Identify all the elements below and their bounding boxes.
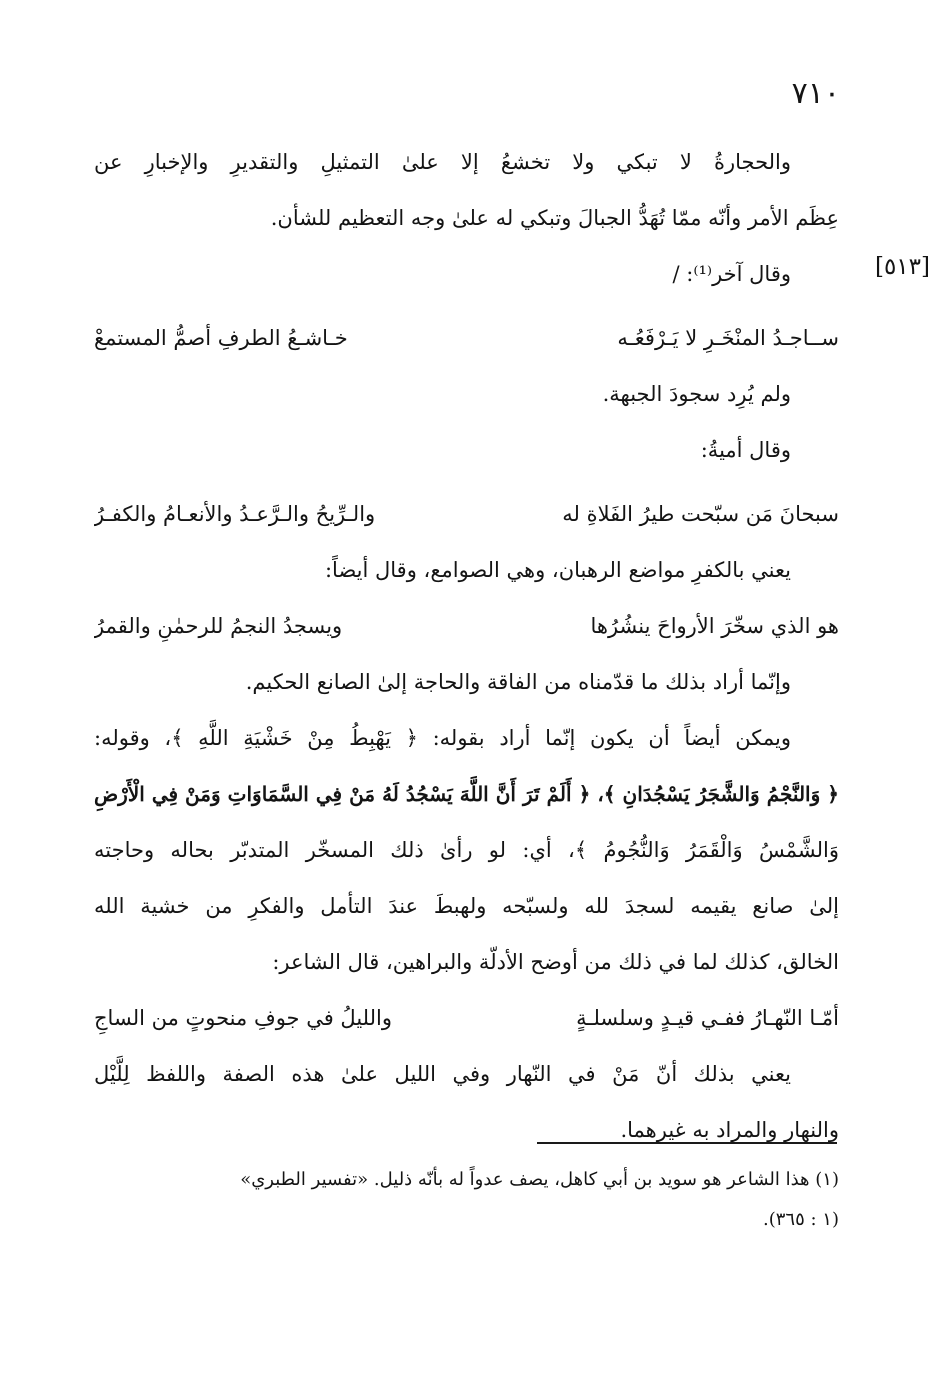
text-line: الخالق، كذلك لما في ذلك من أوضح الأدلّة والبراهين، قال الشاعر: [272,950,839,974]
verse-hemistich-first: أمّـا النّهـارُ ففـي قيـدٍ وسلسلـةٍ [576,1006,839,1030]
footnote-line: (١ : ٣٦٥). [763,1209,839,1230]
footnote-line: (١) هذا الشاعر هو سويد بن أبي كاهل، يصف عدواً له بأنّه ذليل. «تفسير الطبري» [240,1169,839,1190]
verse-line [94,990,839,1046]
margin-reference: [٥١٣] [874,254,930,280]
text-line: يعني بذلك أنّ مَنْ في النّهار وفي الليل علىٰ هذه الصفة واللفظ لِلَّيْل [94,1062,791,1086]
text-line: وقال آخر⁽¹⁾: / [672,262,791,286]
verse-hemistich-first: سبحانَ مَن سبّحت طيرُ الفَلاةِ له [562,502,839,526]
verse-line [94,598,839,654]
text-line: وَالشَّمْسُ وَالْقَمَرُ وَالنُّجُومُ ﴾، أي: لو رأىٰ ذلك المسخّر المتدبّر بحاله وحاجته [94,838,839,862]
verse-hemistich-first: ســاجـدُ المنْخَـرِ لا يَـرْفَعُـه [617,326,839,350]
text-line: ولم يُرِد سجودَ الجبهة. [602,382,791,406]
text-line: يعني بالكفرِ مواضع الرهبان، وهي الصوامع، وقال أيضاً: [324,558,791,582]
verse-hemistich-second: ويسجدُ النجمُ للرحمٰنِ والقمرُ [94,614,343,638]
text-line: وقال أميةُ: [700,438,791,462]
footnote [94,1160,839,1240]
text-line: إلىٰ صانع يقيمه لسجدَ لله ولسبّحه ولهبطَ عندَ التأمل والفكرِ من خشية الله [94,894,839,918]
text-line: ويمكن أيضاً أن يكون إنّما أراد بقوله: ﴿ يَهْبِطُ مِنْ خَشْيَةِ اللَّهِ ﴾، وقوله: [94,726,791,750]
text-line: والنهار والمراد به غيرهما. [620,1118,839,1142]
verse-line [94,310,839,366]
footnote-divider [537,1142,837,1144]
verse-hemistich-second: والليلُ في جوفِ منحوتٍ من الساجِ [94,1006,392,1030]
verse-hemistich-second: والـرِّيحُ والـرَّعـدُ والأنعـامُ والكفـرُ [94,502,376,526]
verse-hemistich-second: خـاشـعُ الطرفِ أصمُّ المستمعْ [94,326,348,350]
verse-hemistich-first: هو الذي سخّرَ الأرواحَ ينشُرُها [590,614,839,638]
text-line: عِظَم الأمر وأنّه ممّا تُهَدُّ الجبالَ وتبكي له علىٰ وجه التعظيم للشأن. [270,206,839,230]
page-number: ٧١٠ [791,76,840,111]
text-line: والحجارةُ لا تبكي ولا تخشعُ إلا علىٰ التمثيلِ والتقديرِ والإخبارِ عن [94,150,791,174]
main-text [94,134,839,1158]
verse-line [94,486,839,542]
text-line: وإنّما أراد بذلك ما قدّمناه من الفاقة والحاجة إلىٰ الصانع الحكيم. [245,670,791,694]
quran-line: ﴿ وَالنَّجْمُ وَالشَّجَرُ يَسْجُدَانِ ﴾، ﴿ أَلَمْ تَرَ أَنَّ اللَّهَ يَسْجُدُ لَهُ مَنْ فِي السَّمَاوَاتِ وَمَنْ فِي الْأَرْضِ [94,782,839,806]
